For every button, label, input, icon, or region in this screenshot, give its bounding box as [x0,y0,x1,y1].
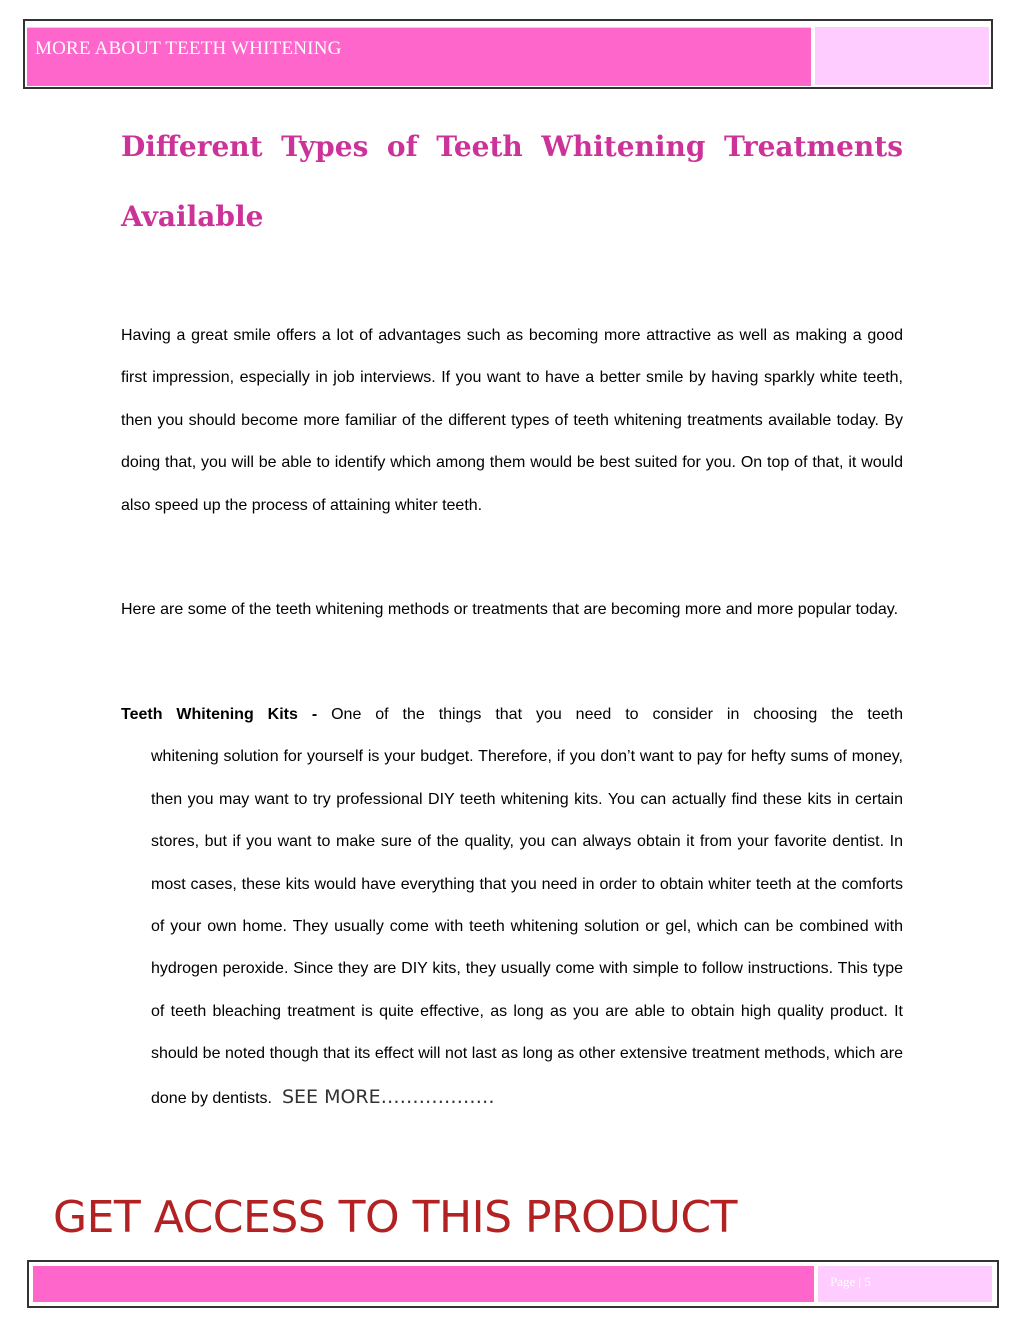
page-title-line-1: Different Types of Teeth Whitening Treatments [121,130,903,163]
header-band [27,25,989,87]
kits-first-line [121,694,903,736]
page-number: Page | 5 [830,1274,871,1289]
methods-paragraph: Here are some of the teeth whitening methods or treatments that are becoming more and more popular today. [121,601,899,618]
get-access-link[interactable]: GET ACCESS TO THIS PRODUCT [53,1192,737,1243]
page-title [121,112,903,252]
page-title-line-2: Available [121,200,264,233]
kits-body [121,736,903,1120]
intro-paragraph: Having a great smile offers a lot of advantages such as becoming more attractive as well as making a good first impression, especially in job interviews. If you want to have a better smile by having sparkly white teeth, then you should become more familiar of the different types of teeth whitening treatments available today. By doing that, you will be able to identify which among them would be best suited for you. On top of that, it would also speed up the process of attaining whiter teeth. [121,327,903,514]
footer-pink-bar [33,1266,814,1302]
kits-paragraph [121,694,903,1120]
kits-label: Teeth Whitening Kits - [121,706,318,723]
kits-body-text: whitening solution for yourself is your budget. Therefore, if you don’t want to pay for hefty sums of money, then you may want to try professional DIY teeth whitening kits. You can actually find these kits in certain stores, but if you want to make sure of the quality, you can always obtain it from your favorite dentist. In most cases, these kits would have everything that you need in order to obtain whiter teeth at the comforts of your own home. They usually come with teeth whitening solution or gel, which can be combined with hydrogen peroxide. Since they are DIY kits, they usually come with simple to follow instructions. This type of teeth bleaching treatment is quite effective, as long as you are able to obtain high quality product. It should be noted though that its effect will not last as long as other extensive treatment methods, which are done by dentists. [151,748,903,1107]
kits-first-text: One of the things that you need to consider in choosing the teeth [331,706,904,723]
header-light-box [815,27,989,85]
header-title: MORE ABOUT TEETH WHITENING [35,38,342,59]
see-more-link[interactable]: SEE MORE……………… [281,1085,495,1108]
header-pink-bar [27,27,811,86]
